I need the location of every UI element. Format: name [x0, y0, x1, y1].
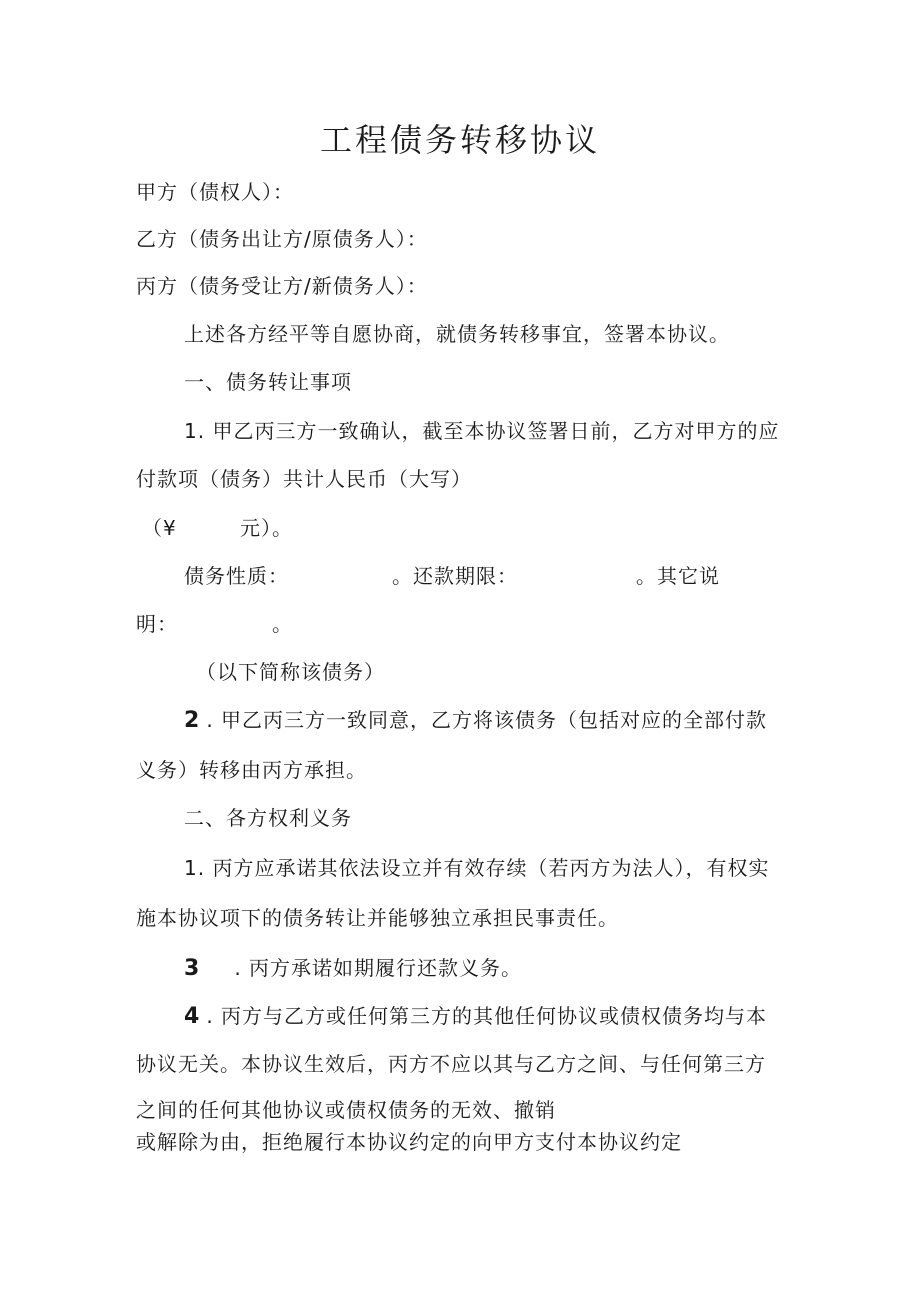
hereinafter-note: （以下简称该债务）	[196, 660, 385, 684]
section2-heading: 二、各方权利义务	[184, 806, 352, 830]
item2-text: . 甲乙丙三方一致同意，乙方将该债务（包括对应的全部付款	[206, 708, 768, 732]
amount-close: 元）。	[240, 516, 293, 540]
preamble: 上述各方经平等自愿协商，就债务转移事宜，签署本协议。	[184, 322, 730, 346]
item3-number: 3	[184, 956, 201, 981]
section2-item4-line2: 协议无关。本协议生效后，丙方不应以其与乙方之间、与任何第三方	[136, 1052, 766, 1076]
item2-number: 2	[184, 708, 201, 733]
party-c-line: 丙方（债务受让方/新债务人）：	[136, 274, 428, 298]
section1-heading: 一、债务转让事项	[184, 370, 352, 394]
other-label: 。其它说	[636, 564, 720, 588]
term-label: 。还款期限：	[392, 564, 518, 588]
section2-item4-line1	[184, 1002, 767, 1031]
other-end: 。	[272, 612, 293, 636]
party-b-line: 乙方（债务出让方/原债务人）：	[136, 227, 428, 251]
item3-text: . 丙方承诺如期履行还款义务。	[234, 956, 523, 980]
section2-item3-line	[184, 954, 522, 983]
nature-label: 债务性质：	[184, 564, 289, 588]
section2-item1-line1: 1. 丙方应承诺其依法设立并有效存续（若丙方为法人），有权实	[184, 856, 770, 880]
other-cont: 明：	[136, 612, 178, 636]
section2-item4-line4: 或解除为由，拒绝履行本协议约定的向甲方支付本协议约定	[136, 1130, 682, 1154]
document-title: 工程债务转移协议	[319, 121, 600, 159]
party-a-line: 甲方（债权人）：	[136, 180, 294, 204]
item4-text: . 丙方与乙方或任何第三方的其他任何协议或债权债务均与本	[206, 1004, 768, 1028]
section1-item2-line1	[184, 706, 767, 735]
item4-number: 4	[184, 1004, 201, 1029]
section2-item4-line3: 之间的任何其他协议或债权债务的无效、撤销	[136, 1098, 556, 1122]
amount-open: （¥	[142, 516, 177, 540]
section1-item1-line2: 付款项（债务）共计人民币（大写）	[136, 467, 472, 491]
section1-item1-line1: 1. 甲乙丙三方一致确认，截至本协议签署日前，乙方对甲方的应	[184, 419, 780, 443]
section1-item2-line2: 义务）转移由丙方承担。	[136, 758, 367, 782]
section2-item1-line2: 施本协议项下的债务转让并能够独立承担民事责任。	[136, 906, 619, 930]
